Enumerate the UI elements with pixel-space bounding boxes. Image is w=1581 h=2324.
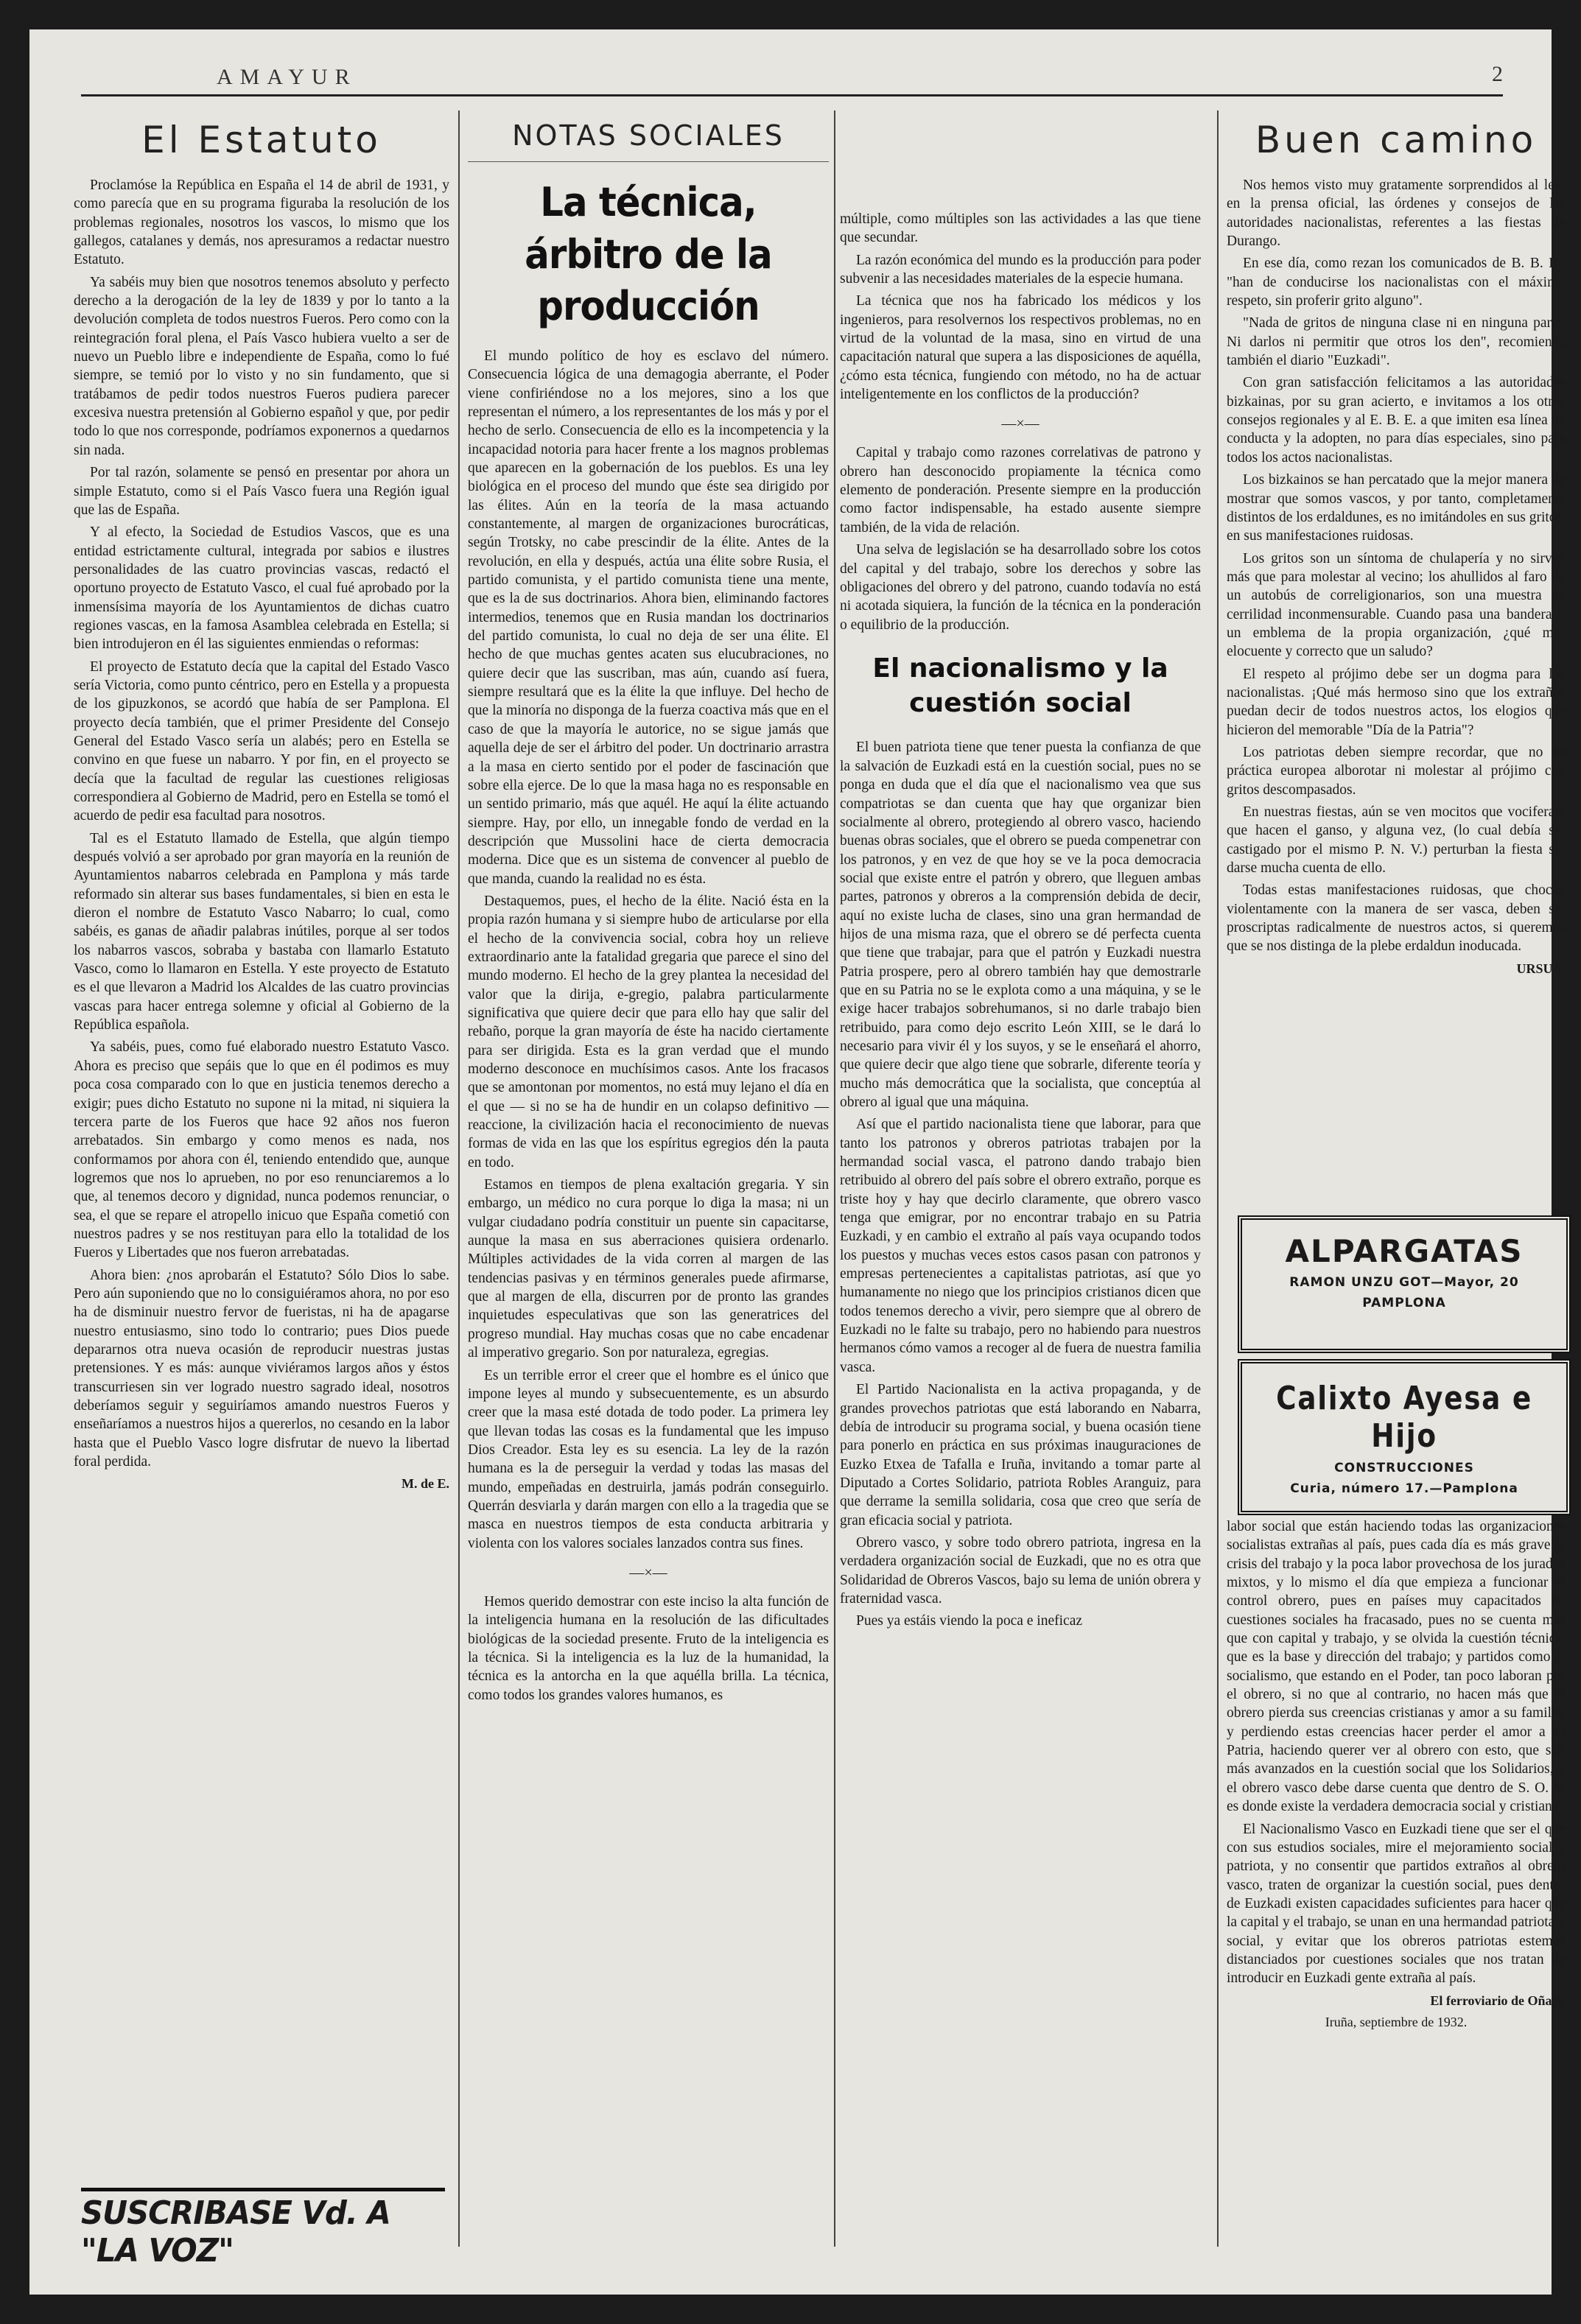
masthead-title: AMAYUR (206, 65, 368, 90)
signature: M. de E. (402, 1476, 449, 1492)
paragraph: Con gran satisfacción felicitamos a las autoridades bizkainas, por su gran acierto, e invitamos a los otros consejos regionales y al E. B. E. a que imiten esa línea de conducta y la adopten, no para días especiales, sino para todos los actos nacionalistas. (1227, 375, 1566, 466)
separator: —×— (1001, 415, 1040, 432)
paragraph: El Partido Nacionalista en la activa propaganda, y de grandes provechos patriotas que está laborando en Nabarra, debía de introducir su programa social, y buena ocasión tiene para ponerlo en práctica en sus próximas inauguraciones de Euzko Etxea de Tafalla e Iruña, invitando a tomar parte al Diputado a Cortes Solidario, patriota Robles Aranguiz, para que derrame la semilla solidaria, cosa que creo que sería de gran eficacia social y patriota. (840, 1382, 1201, 1528)
paragraph: Capital y trabajo como razones correlativas de patrono y obrero han desconocido propiamente la técnica como elemento de ponderación. Presente siempre en la producción como factor indispensable, ha estado ausente siempre también, de la vida de relación. (840, 445, 1201, 536)
ad-address: RAMON UNZU GOT—Mayor, 20 (1289, 1275, 1519, 1290)
paragraph: Ahora bien: ¿nos aprobarán el Estatuto? Sólo Dios lo sabe. Pero aún suponiendo que no lo consiguiéramos ahora, no por eso ha de disminuir nuestro fervor de fueristas, ni ha de apagarse nuestro entusiasmo, sino todo lo contrario; pues Dios puede depararnos otra nueva ocasión de reproducir nuestras justas pretensiones. Y es más: aunque viviéramos largos años y éstos transcurriesen sin ver logrado nuestro sagrado ideal, nosotros deberíamos seguir y seguiríamos amando nuestros Fueros y enseñaríamos a nuestros hijos a quererlos, no cesando en la labor hasta que el Pueblo Vasco logre disfrutar de nuevo la libertad foral perdida. (74, 1267, 449, 1470)
footer-banner: SUSCRIBASE Vd. A "LA VOZ" (81, 2188, 445, 2250)
paragraph: Así que el partido nacionalista tiene que laborar, para que tanto los patronos y obreros patriotas trabajen por la hermandad social vasca, el patrono dando trabajo bien retribuido al obrero del país sobre el obrero extraño, porque es triste hoy y hay que decirlo claramente, que obrero vasco tenga que emigrar, por no encontrar trabajo en su Patria Euzkadi, y en cambio el extraño al país vaya ocupando todos los puestos y muchas veces estos casos pasan con patronos y empresas pertenecientes a capitalistas patriotas, así que yo humanamente no niego que los principios cristianos dicen que todos tenemos derecho a vivir, pero siempre que al obrero de Euzkadi no le falte su trabajo, pero no habiendo para nuestros hermanos cómo vamos a recoger al de fuera de nuestra familia vasca. (840, 1117, 1201, 1375)
paragraph: Ya sabéis muy bien que nosotros tenemos absoluto y perfecto derecho a la derogación de la ley de 1839 y por lo tanto a la devolución completa de todos nuestros Fueros. Pero como con la reintegración foral plena, el País Vasco hubiera vuelto a ser de nuevo un Pueblo libre e independiente de España, como lo fué siempre, se temió por lo visto y no sin fundamento, que si tratábamos de pedir todos nuestros Fueros pudiera parecer excesiva nuestra pretensión al Gobierno español y que, por pedir todo lo que nos corresponde, podríamos exponernos a quedarnos sin nada. (74, 274, 449, 458)
ad-address: Curia, número 17.—Pamplona (1290, 1481, 1518, 1496)
article-title: El Estatuto (141, 119, 382, 161)
paragraph: Todas estas manifestaciones ruidosas, que chocan violentamente con la manera de ser vasca, deben ser proscriptas radicalmente de nuestros actos, si queremos que se nos distinga de la plebe erdaldun inoducada. (1227, 882, 1566, 955)
paragraph: Nos hemos visto muy gratamente sorprendidos al leer en la prensa oficial, las órdenes y consejos de las autoridades nacionalistas, referentes a las fiestas de Durango. (1227, 178, 1566, 250)
page-number: 2 (1492, 62, 1503, 86)
article-title: La técnica, árbitro de la producción (525, 179, 772, 329)
paragraph: El Nacionalismo Vasco en Euzkadi tiene que ser el que con sus estudios sociales, mire el mejoramiento social y patriota, y no consentir que partidos extraños al obrero vasco, traten de organizar la cuestión social, pues dentro de Euzkadi existen capacidades suficientes para hacer que la capital y el trabajo, se unan en una hermandad patriota y social, y evitar que los obreros patriotas estemos distanciados por cuestiones sociales que nos tratan de introducir en Euzkadi gente extraña al país. (1227, 1821, 1566, 1987)
article-title: Buen camino (1255, 119, 1538, 161)
paragraph: Y al efecto, la Sociedad de Estudios Vascos, que es una entidad estrictamente cultural, integrada por sabios e ilustres personalidades de las cuatro provincias vascas, redactó el oportuno proyecto de Estatuto Vasco, el cual fué aprobado por la inmensísima mayoría de los Ayuntamientos de dichas cuatro regiones vascas, en la famosa Asamblea celebrada en Estella; si bien introdujeron en él las siguientes enmiendas o reformas: (74, 524, 449, 653)
ad-subtitle: CONSTRUCCIONES (1334, 1461, 1474, 1475)
paragraph: En ese día, como rezan los comunicados de B. B. B., "han de conducirse los nacionalistas con el máximo respeto, sin proferir grito alguno". (1227, 256, 1566, 309)
ad-title: ALPARGATAS (1285, 1233, 1524, 1269)
signature: URSUA. (1516, 961, 1566, 976)
paragraph: "Nada de gritos de ninguna clase ni en ninguna parte. Ni darlos ni permitir que otros los den", recomienda también el diario "Euzkadi". (1227, 315, 1566, 369)
paragraph: Los bizkainos se han percatado que la mejor manera de mostrar que somos vascos, y por tanto, completamente distintos de los erdaldunes, es no imitándoles en sus gritos, en sus manifestaciones ruidosas. (1227, 472, 1566, 544)
paragraph: El buen patriota tiene que tener puesta la confianza de que la salvación de Euzkadi está en la cuestión social, pues no se ponga en duda que el día que el nacionalismo vea que sus compatriotas se dan cuenta que hay que organizar bien socialmente al obrero, protegiendo al obrero vasco, haciendo buenas obras sociales, que el obrero se pueda compenetrar con los patronos, y en vez de que hoy se ve la poca democracia social que existe entre el patrón y obrero, que lleguen ambas partes, patronos y obreros a la comprensión debida de decir, aquí no existe lucha de clases, sino una gran hermandad de hijos de una misma raza, que el obrero se dé perfecta cuenta que tiene que trabajar, para que el patrón y Euzkadi nuestra Patria prospere, pero al obrero también hay que demostrarle que en su Patria no se le explota como a una máquina, y se le exige hacer trabajos sobrehumanos, si no darle trabajo bien retribuido, para como dejo escrito León XIII, se le dará lo necesario para vivir él y los suyos, y se le enseñará el ahorro, que quiere decir que algo tiene que sobrarle, diferente teoría y mucho más democrática que la socialista, que conceptúa al obrero al igual que una máquina. (840, 740, 1201, 1110)
advertisement-alpargatas (1238, 1215, 1571, 1353)
article-el-estatuto (74, 110, 449, 2261)
column-rule (1217, 110, 1219, 2247)
separator: —×— (629, 1564, 667, 1581)
paragraph: Una selva de legislación se ha desarrollado sobre los cotos del capital y del trabajo, sobre los derechos y sobre las obligaciones del obrero y del patrono, cuando todavía no está ni acotada siquiera, la función de la técnica en la ponderación o equilibrio de la producción. (840, 542, 1201, 633)
paragraph: El proyecto de Estatuto decía que la capital del Estado Vasco sería Victoria, como punto céntrico, pero en Estella y a propuesta de los gipuzkonos, se acordó que había de ser Pamplona. El proyecto decía también, que el primer Presidente del Consejo General del Estado Vasco sería un alabés; pero en Estella se convino en que fuese un nabarro. Y por fin, en el proyecto se decía que la facultad de regular las cuestiones religiosas correspondiera al Gobierno de Madrid, pero en Estella se tomó el acuerdo de pedir esa facultad para nosotros. (74, 659, 449, 824)
article-buen-camino (1227, 110, 1566, 1208)
article-continuation (840, 110, 1201, 2261)
paragraph: Por tal razón, solamente se pensó en presentar por ahora un simple Estatuto, como si el País Vasco fuera una Región igual que las de España. (74, 465, 449, 518)
paragraph: Hemos querido demostrar con este inciso la alta función de la inteligencia humana en la resolución de las dificultades biológicas de la sociedad presente. Fruto de la inteligencia es la técnica. Si la inteligencia es la luz de la humanidad, la técnica es la antorcha en la que aquélla brilla. La técnica, como todos los grandes valores humanos, es (468, 1593, 829, 1703)
advertisement-calixto-ayesa (1238, 1359, 1571, 1515)
paragraph: labor social que están haciendo todas las organizaciones socialistas extrañas al país, pues cada día es más grave la crisis del trabajo y la poca labor provechosa de los jurados mixtos, y lo mismo el día que empieza a funcionar el control obrero, pues en países muy capacitados en cuestiones sociales ha fracasado, pues no se cuenta más que con capital y trabajo, y se olvida la cuestión técnica, que es la base y dirección del trabajo; y partidos como el socialismo, que estando en el Poder, tan poco laboran por el obrero, si no que al contrario, no hacen más que el obrero pierda sus creencias cristianas y amor a su familia, y perdiendo estas creencias hacer perder el amor a su Patria, haciendo querer ver al obrero con esto, que son más avanzados en la cuestión social que los Solidarios, y el obrero vasco debe darse cuenta que dentro de S. O. V. es donde existe la verdadera democracia social y cristiana. (1227, 1519, 1566, 1815)
paragraph: Los gritos son un síntoma de chulapería y no sirven más que para molestar al vecino; los ahullidos al faro de un autobús de correligionarios, son una muestra de cerrilidad inconmensurable. Cuando pasa una bandera o un emblema de la propia organización, ¿qué más elocuente y correcto que un saludo? (1227, 550, 1566, 660)
paragraph: El mundo político de hoy es esclavo del número. Consecuencia lógica de una demagogia aberrante, el Poder viene confiriéndose no a los mejores, sino a los que representan el número, a los representantes de los más y por el hecho de serlo. Consecuencia de ello es la incompetencia y la incapacidad notoria para hacer frente a los magnos problemas que aparecen en la gobernación de los pueblos. Es una ley biológica en el proceso del mundo que éste sea dirigido por las élites. Aún en la teoría de la masa actuando constantemente, al margen de organizaciones burocráticas, según Trotsky, no cabe prescindir de la élite. Antes de la revolución, en ella y después, actúa una élite sobre Rusia, el partido comunista, y el partido comunista tiene una mente, que es la de sus doctrinarios. Ahora bien, eliminando factores intermedios, tenemos que en Rusia mandan los doctrinarios del partido comunista, lo cual no deja de ser una élite. El hecho de que muchas gentes acaten sus elucubraciones, no quiere decir que las suscriban, mas aún, cuando así fuera, siempre resultará que es la élite la que influye. Del hecho de que la minoría no disponga de la fuerza coactiva más que en el caso de que la mayoría le autorice, no se sigue jamás que aquella deje de ser el árbitro del poder. Un doctrinario arrastra a la masa en cierto sentido por el poder de fascinación que sobre ella ejerce. De lo que la masa haga no es responsable en un sentido primario, más que aquél. He aquí la élite actuando siempre. Hay, por ello, un innegable fondo de verdad en la descripción que Mussolini hace de cierta democracia moderna. Dice que es un sistema de convencer al pueblo de que manda, cuando la realidad no es ésta. (468, 348, 829, 887)
paragraph: Estamos en tiempos de plena exaltación gregaria. Y sin embargo, un médico no cura porque lo diga la masa; ni un vulgar ciudadano podría constituir un puente sin capacitarse, aunque la masa en sus aberraciones quisiera ordenarlo. Múltiples actividades de la vida corren al margen de las tendencias pasivas y en términos generales puede afirmarse, que al margen de ella, discurren por de pronto las grandes inquietudes especulativas que son las generatrices del progreso mundial. Hay muchas cosas que no cabe encadenar al imperativo gregario. Son por naturaleza, egregias. (468, 1177, 829, 1361)
ad-title: Calixto Ayesa e Hijo (1276, 1380, 1532, 1455)
newspaper-page (29, 29, 1566, 2295)
paragraph: múltiple, como múltiples son las actividades a las que tiene que secundar. (840, 211, 1201, 246)
paragraph: Obrero vasco, y sobre todo obrero patriota, ingresa en la verdadera organización social de Euzkadi, que no es otra que Solidaridad de Obreros Vascos, bajo su lema de unión obrera y fraternidad vasca. (840, 1534, 1201, 1607)
paragraph: Destaquemos, pues, el hecho de la élite. Nació ésta en la propia razón humana y si siempre hubo de articularse por ella el hecho de la convivencia social, cobra hoy un relieve extraordinario ante la fatalidad gregaria que parece el sino del mundo moderno. El hecho de la grey plantea la necesidad del valor que la dirija, e-gregio, palabra particularmente significativa que quiere decir que para ello hay que salir del rebaño, porque la gran mayoría de éste ha nacido ciertamente para ser dirigida. Esta es la gran verdad que el mundo moderno desconoce en muchísimos casos. Ante los fracasos que se amontonan por momentos, no está muy lejano el día en el que — si no se ha de hundir en un colapso definitivo — reaccione, la civilización hacia el reconocimiento de nuevas formas de vida en las que los espíritus egregios dén la pauta en todo. (468, 893, 829, 1170)
ad-city: PAMPLONA (1362, 1296, 1446, 1310)
paragraph: En nuestras fiestas, aún se ven mocitos que vociferan, que hacen el ganso, y alguna vez, (lo cual debía ser castigado por el mismo P. N. V.) perturban la fiesta sin darse mucha cuenta de ello. (1227, 804, 1566, 877)
column-rule (458, 110, 460, 2247)
paragraph: La razón económica del mundo es la producción para poder subvenir a las necesidades materiales de la especie humana. (840, 252, 1201, 287)
section-header: NOTAS SOCIALES (468, 118, 829, 162)
column-rule (834, 110, 835, 2247)
paragraph: Es un terrible error el creer que el hombre es el único que impone leyes al mundo y subsecuentemente, es un absurdo creer que la masa esté dotada de todo poder. La primera ley que llevan todas las cosas es la fundamental que les impuso Dios Creador. Esta ley es su esencia. La ley de la razón humana es la de perseguir la verdad y todas las masas del mundo, empeñadas en destruirla, jamás podrán conseguirlo. Querrán desviarla y darán margen con ello a la tragedia que se masca en nuestros tiempos de esta conducta arbitraria y violenta con los valores sociales lanzados contra sus fines. (468, 1367, 829, 1551)
date-line: Iruña, septiembre de 1932. (1325, 2014, 1468, 2029)
masthead (81, 62, 1503, 96)
paragraph: El respeto al prójimo debe ser un dogma para los nacionalistas. ¡Qué más hermoso sino que los extraños puedan decir de todos nuestros actos, los elogios que hicieron del memorable "Día de la Patria"? (1227, 666, 1566, 738)
paragraph: Tal es el Estatuto llamado de Estella, que algún tiempo después volvió a ser aprobado por gran mayoría en la reunión de Ayuntamientos nabarros celebrada en Pamplona y más tarde reformado sin alterar sus bases fundamentales, si bien en esta le dieron el nombre de Estatuto Vasco Nabarro; lo cual, como sabéis, es ganas de añadir palabras inútiles, porque al ser todos los nabarros vascos, sobraba y bastaba con llamarlo Estatuto Vasco, como lo llamaron en Estella. Y este proyecto de Estatuto es el que llevaron a Madrid los Alcaldes de las cuatro provincias vascas para hacer entrega solemne y oficial al Gobierno de la República española. (74, 830, 449, 1033)
article-la-tecnica (468, 110, 829, 2261)
paragraph: Proclamóse la República en España el 14 de abril de 1931, y como parecía que en su programa figuraba la resolución de los problemas regionales, nosotros los vascos, lo mismo que los gallegos, catalanes y demás, nos apresuramos a redactar nuestro Estatuto. (74, 178, 449, 268)
paragraph: Pues ya estáis viendo la poca e ineficaz (856, 1613, 1083, 1629)
paragraph: Los patriotas deben siempre recordar, que no es práctica europea alborotar ni molestar al prójimo con gritos descompasados. (1227, 744, 1566, 798)
paragraph: La técnica que nos ha fabricado los médicos y los ingenieros, para resolvernos los respectivos problemas, no en virtud de la voluntad de la masa, sino en virtud de una capacitación natural que supera a las disposiciones de aquélla, ¿cómo esta técnica, fungiendo con método, no ha de actuar inteligentemente en los conflictos de la producción? (840, 293, 1201, 403)
signature: El ferroviario de Oñate. (1430, 1993, 1566, 2008)
paragraph: Ya sabéis, pues, como fué elaborado nuestro Estatuto Vasco. Ahora es preciso que sepáis que lo que en él podimos es muy poca cosa comparado con lo que en justicia tenemos derecho a exigir; pues dicho Estatuto no supone ni la mitad, ni siquiera la tercera parte de los Fueros que hace 92 años nos fueron arrebatados. Sin embargo y como menos es nada, nos conformamos por ahora con él, teniendo entendido que, aunque logremos que nos lo aprueben, no por eso renunciaremos a lo que, al tenemos decoro y dignidad, nunca podemos renunciar, o sea, el que se repare el atropello inicuo que España cometió con nuestros padres y se nos restituyan para ello la totalidad de los Fueros y Libertades que nos fueron arrebatadas. (74, 1039, 449, 1261)
article-continuation-end (1227, 1517, 1566, 2254)
article-title: El nacionalismo y la cuestión social (872, 653, 1168, 718)
